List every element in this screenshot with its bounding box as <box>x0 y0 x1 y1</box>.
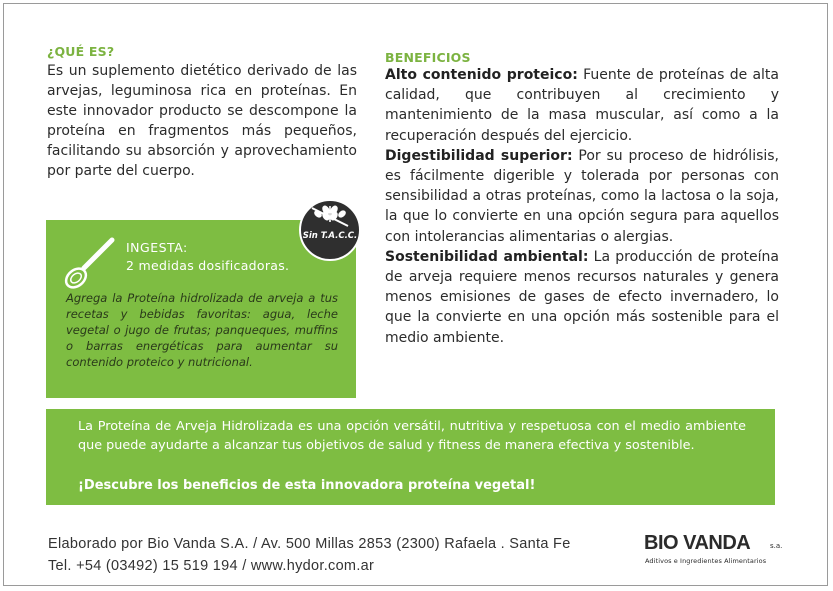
badge-label: Sin T.A.C.C. <box>302 231 358 241</box>
benefit-text: Fuente de proteínas de alta calidad, que contribuyen al crecimiento y mantenimiento de la masa muscular, así como a la recuperación después del ejercicio. <box>385 67 779 144</box>
que-es-heading: ¿QUÉ ES? <box>47 44 115 59</box>
benefit-text: La producción de proteína de arveja requiere menos recursos naturales y genera menos emisiones de gases de efecto invernadero, lo que la convierte en una opción más sostenible para el medio ambiente. <box>385 248 779 346</box>
logo-suffix: s.a. <box>770 542 783 550</box>
footer <box>48 533 571 577</box>
que-es-text: Es un suplemento dietético derivado de las arvejas, leguminosa rica en proteínas. En este innovador producto se descompone la proteína en fragmentos más pequeños, facilitando su absorción y aprovechamiento por parte del cuerpo. <box>47 63 357 179</box>
ingesta-subtitle: 2 medidas dosificadoras. <box>126 258 290 273</box>
benefit-title: Alto contenido proteico: <box>385 67 578 83</box>
summary-text: La Proteína de Arveja Hidrolizada es una opción versátil, nutritiva y respetuosa con el medio ambiente que puede ayudarte a alcanzar tus objetivos de salud y fitness de manera efectiva y sostenible. <box>78 419 746 453</box>
footer-contact: Tel. +54 (03492) 15 519 194 / www.hydor.com.ar <box>48 558 375 574</box>
footer-address: Elaborado por Bio Vanda S.A. / Av. 500 Millas 2853 (2300) Rafaela . Santa Fe <box>48 536 571 552</box>
ingesta-title: INGESTA: <box>126 240 188 255</box>
company-logo <box>644 532 794 572</box>
beneficios-section <box>385 50 779 348</box>
benefit-title: Sostenibilidad ambiental: <box>385 248 589 265</box>
que-es-section <box>47 44 357 181</box>
ingesta-text: Agrega la Proteína hidrolizada de arveja a tus recetas y bebidas favoritas: agua, leche vegetal o jugo de frutas; panqueques, muffins o barras energéticas para aumentar su contenido proteico y nutricional. <box>66 291 338 369</box>
benefit-item-sustainability <box>385 247 779 348</box>
benefit-item-protein <box>385 65 779 146</box>
gluten-free-wheat-icon <box>298 198 362 262</box>
summary-box <box>46 409 775 505</box>
logo-name: BIO VANDA <box>644 532 751 554</box>
logo-tagline: Aditivos e Ingredientes Alimentarios <box>645 557 767 565</box>
summary-cta: ¡Descubre los beneficios de esta innovadora proteína vegetal! <box>78 478 536 493</box>
beneficios-heading: BENEFICIOS <box>385 50 471 65</box>
benefit-text: Por su proceso de hidrólisis, es fácilmente digerible y tolerada por personas con sensibilidad a otras proteínas, como la lactosa o la soja, la que lo convierte en una opción segura para aquellos con intolerancias alimentarias o alergias. <box>385 147 780 245</box>
benefit-title: Digestibilidad superior: <box>385 147 573 164</box>
measuring-spoon-icon <box>62 234 122 294</box>
benefit-item-digestibility <box>385 146 779 247</box>
